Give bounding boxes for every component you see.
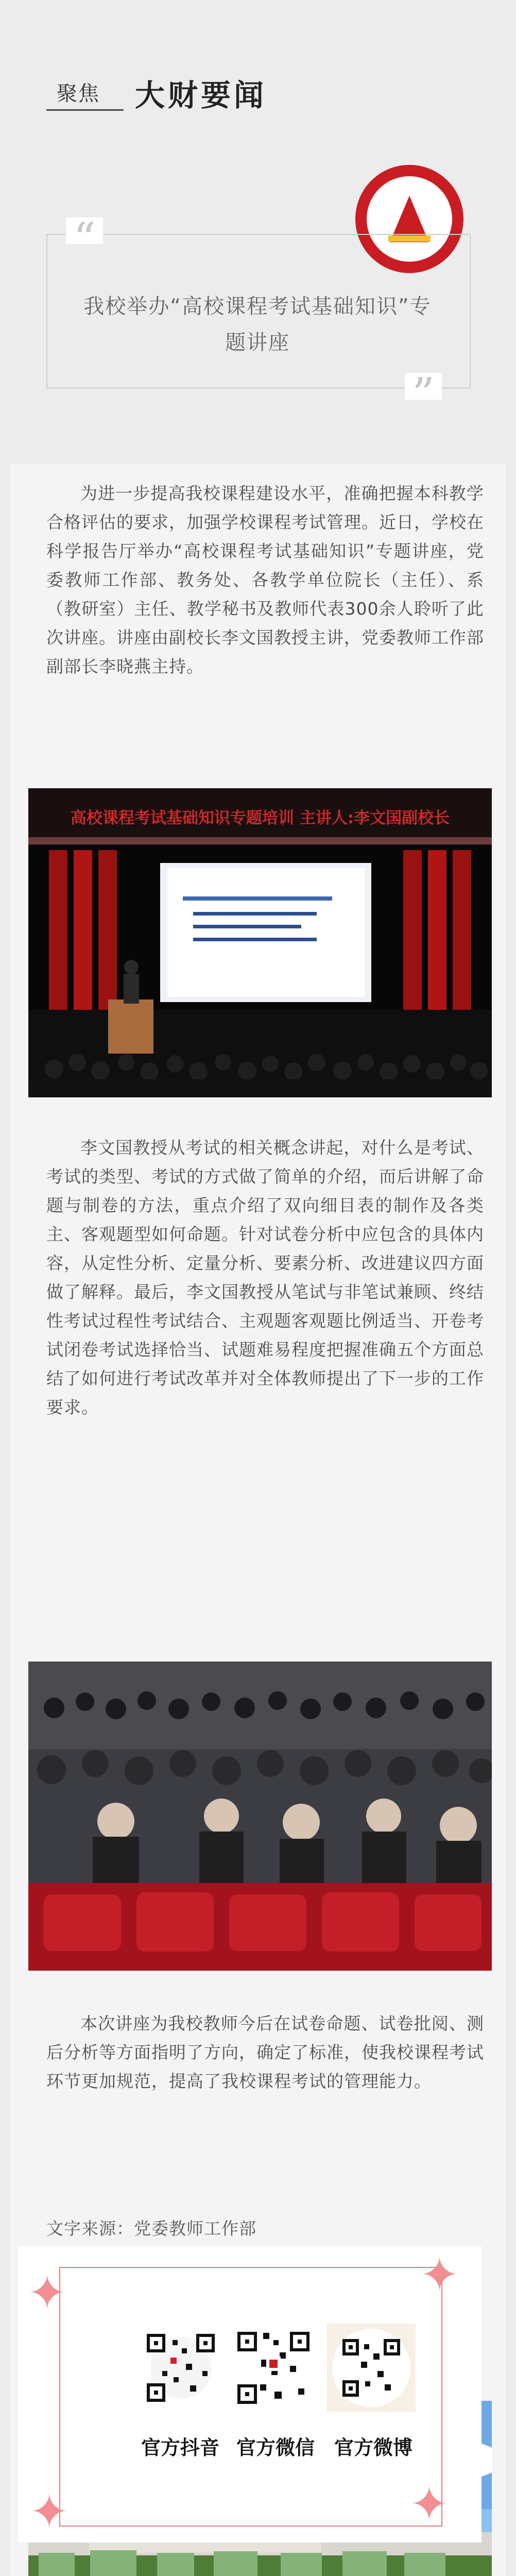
douyin-label: 官方抖音: [141, 2436, 219, 2459]
wechat-label: 官方微信: [236, 2436, 315, 2459]
credit-text-source: 文字来源：党委教师工作部: [46, 2218, 256, 2239]
star-decoration-icon: ✦: [420, 2247, 460, 2302]
paragraph-main: 李文国教授从考试的相关概念讲起，对什么是考试、考试的类型、考试的方式做了简单的介绍，而后讲解了命题与制卷的方法，重点介绍了双向细目表的制作及各类主、客观题型如何命题。针对试卷分析中应包含的具体内容，从定性分析、定量分析、要素分析、改进建议四方面做了解释。最后，李文国教授从笔试与非笔试兼顾、终结性考试过程性考试结合、主观题客观题比例适当、开卷考试闭卷考试选择恰当、试题难易程度把握准确五个方面总结了如何进行考试改革并对全体教师提出了下一步的工作要求。: [46, 1138, 484, 1417]
article-header: [0, 0, 516, 464]
column-title: 大财要闻: [135, 78, 267, 113]
star-decoration-icon: ✦: [29, 2484, 70, 2539]
social-footer: [18, 2246, 481, 2543]
section-tag: 聚焦: [57, 82, 100, 106]
douyin-qr-code[interactable]: [136, 2324, 225, 2412]
open-quote-icon: “: [66, 217, 103, 244]
section-tag-underline: [46, 109, 124, 111]
close-quote-icon: ”: [405, 373, 442, 400]
star-decoration-icon: ✦: [409, 2477, 450, 2532]
weibo-qr-code[interactable]: [327, 2324, 416, 2412]
lead-title: 我校举办“高校课程考试基础知识”专题讲座: [83, 295, 432, 354]
weibo-label: 官方微博: [334, 2436, 412, 2459]
paragraph-intro: 为进一步提高我校课程建设水平，准确把握本科教学合格评估的要求，加强学校课程考试管理。近日，学校在科学报告厅举办“高校课程考试基础知识”专题讲座，党委教师工作部、教务处、各教学单位院长（主任）、系（教研室）主任、教学秘书及教师代表300余人聆听了此次讲座。讲座由副校长李文国教授主讲，党委教师工作部副部长李晓燕主持。: [46, 483, 484, 676]
audience-photo: [28, 1662, 492, 1971]
lecture-stage-photo: [28, 788, 492, 1097]
photo-banner-text: 高校课程考试基础知识专题培训 主讲人:李文国副校长: [70, 809, 450, 827]
wechat-qr-code[interactable]: [229, 2324, 318, 2412]
star-decoration-icon: ✦: [27, 2265, 67, 2320]
paragraph-conclusion: 本次讲座为我校教师今后在试卷命题、试卷批阅、测后分析等方面指明了方向，确定了标准，使我校课程考试环节更加规范，提高了我校课程考试的管理能力。: [46, 2013, 484, 2091]
